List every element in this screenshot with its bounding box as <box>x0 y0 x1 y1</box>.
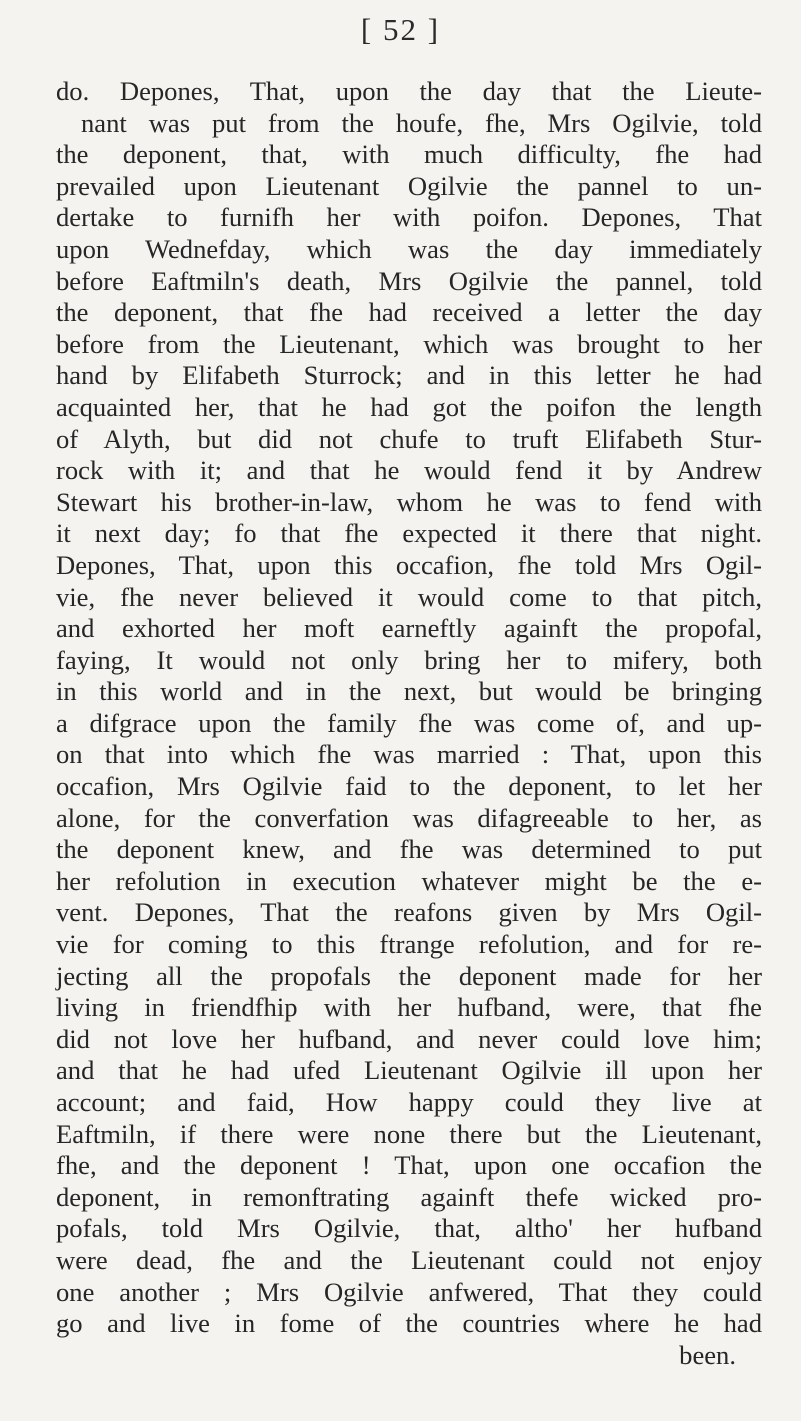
text-line: before from the Lieutenant, which was brought to her <box>56 328 762 359</box>
text-line: the deponent, that fhe had received a letter the day <box>56 297 762 328</box>
text-line: the deponent knew, and fhe was determined to put <box>56 834 762 865</box>
text-line: vie, fhe never believed it would come to that pitch, <box>56 581 762 612</box>
text-line: upon Wednefday, which was the day immediately <box>56 233 762 264</box>
text-line: one another ; Mrs Ogilvie anfwered, That they could <box>56 1276 762 1307</box>
page-number-header: [ 52 ] <box>360 12 441 47</box>
body-text <box>56 76 762 1371</box>
text-line: on that into which fhe was married : That, upon this <box>56 739 762 770</box>
text-line: Eaftmiln, if there were none there but the Lieutenant, <box>56 1118 762 1149</box>
text-line: rock with it; and that he would fend it by Andrew <box>56 455 762 486</box>
text-line: do. Depones, That, upon the day that the Lieute- <box>56 76 762 106</box>
text-line: been. <box>679 1339 736 1370</box>
text-line: nant was put from the houfe, fhe, Mrs Ogilvie, told <box>81 107 762 138</box>
text-line: fhe, and the deponent ! That, upon one occafion the <box>56 1150 762 1181</box>
text-line: account; and faid, How happy could they live at <box>56 1087 762 1117</box>
text-line: acquainted her, that he had got the poifon the length <box>56 391 762 422</box>
text-line: living in friendfhip with her hufband, were, that fhe <box>56 992 762 1023</box>
text-line: of Alyth, but did not chufe to truft Elifabeth Stur- <box>56 423 762 454</box>
text-line: Stewart his brother-in-law, whom he was to fend with <box>56 486 762 517</box>
text-line: faying, It would not only bring her to mifery, both <box>56 644 762 675</box>
text-line: the deponent, that, with much difficulty, fhe had <box>56 139 762 170</box>
text-line: it next day; fo that fhe expected it there that night. <box>56 518 762 549</box>
text-line: jecting all the propofals the deponent made for her <box>56 960 762 991</box>
text-line: dertake to furnifh her with poifon. Depones, That <box>56 202 762 233</box>
text-line: her refolution in execution whatever might be the e- <box>56 865 762 896</box>
text-line: deponent, in remonftrating againft thefe wicked pro- <box>56 1181 762 1212</box>
text-line: in this world and in the next, but would be bringing <box>56 676 762 707</box>
text-line: hand by Elifabeth Sturrock; and in this letter he had <box>56 360 762 391</box>
text-line: go and live in fome of the countries where he had <box>56 1308 762 1339</box>
text-line: were dead, fhe and the Lieutenant could not enjoy <box>56 1244 762 1275</box>
text-line: pofals, told Mrs Ogilvie, that, altho' her hufband <box>56 1213 762 1244</box>
text-line: a difgrace upon the family fhe was come of, and up- <box>56 707 762 738</box>
text-line: Depones, That, upon this occafion, fhe told Mrs Ogil- <box>56 549 762 580</box>
text-line: prevailed upon Lieutenant Ogilvie the pannel to un- <box>56 170 762 201</box>
text-line: vie for coming to this ftrange refolution, and for re- <box>56 929 762 960</box>
text-line: and that he had ufed Lieutenant Ogilvie ill upon her <box>56 1055 762 1086</box>
text-line: occafion, Mrs Ogilvie faid to the deponent, to let her <box>56 771 762 802</box>
text-line: vent. Depones, That the reafons given by Mrs Ogil- <box>56 897 762 928</box>
text-line: alone, for the converfation was difagreeable to her, as <box>56 802 762 833</box>
text-line: and exhorted her moft earneftly againft the propofal, <box>56 613 762 644</box>
text-line: before Eaftmiln's death, Mrs Ogilvie the pannel, told <box>56 265 762 296</box>
text-line: did not love her hufband, and never could love him; <box>56 1023 762 1054</box>
